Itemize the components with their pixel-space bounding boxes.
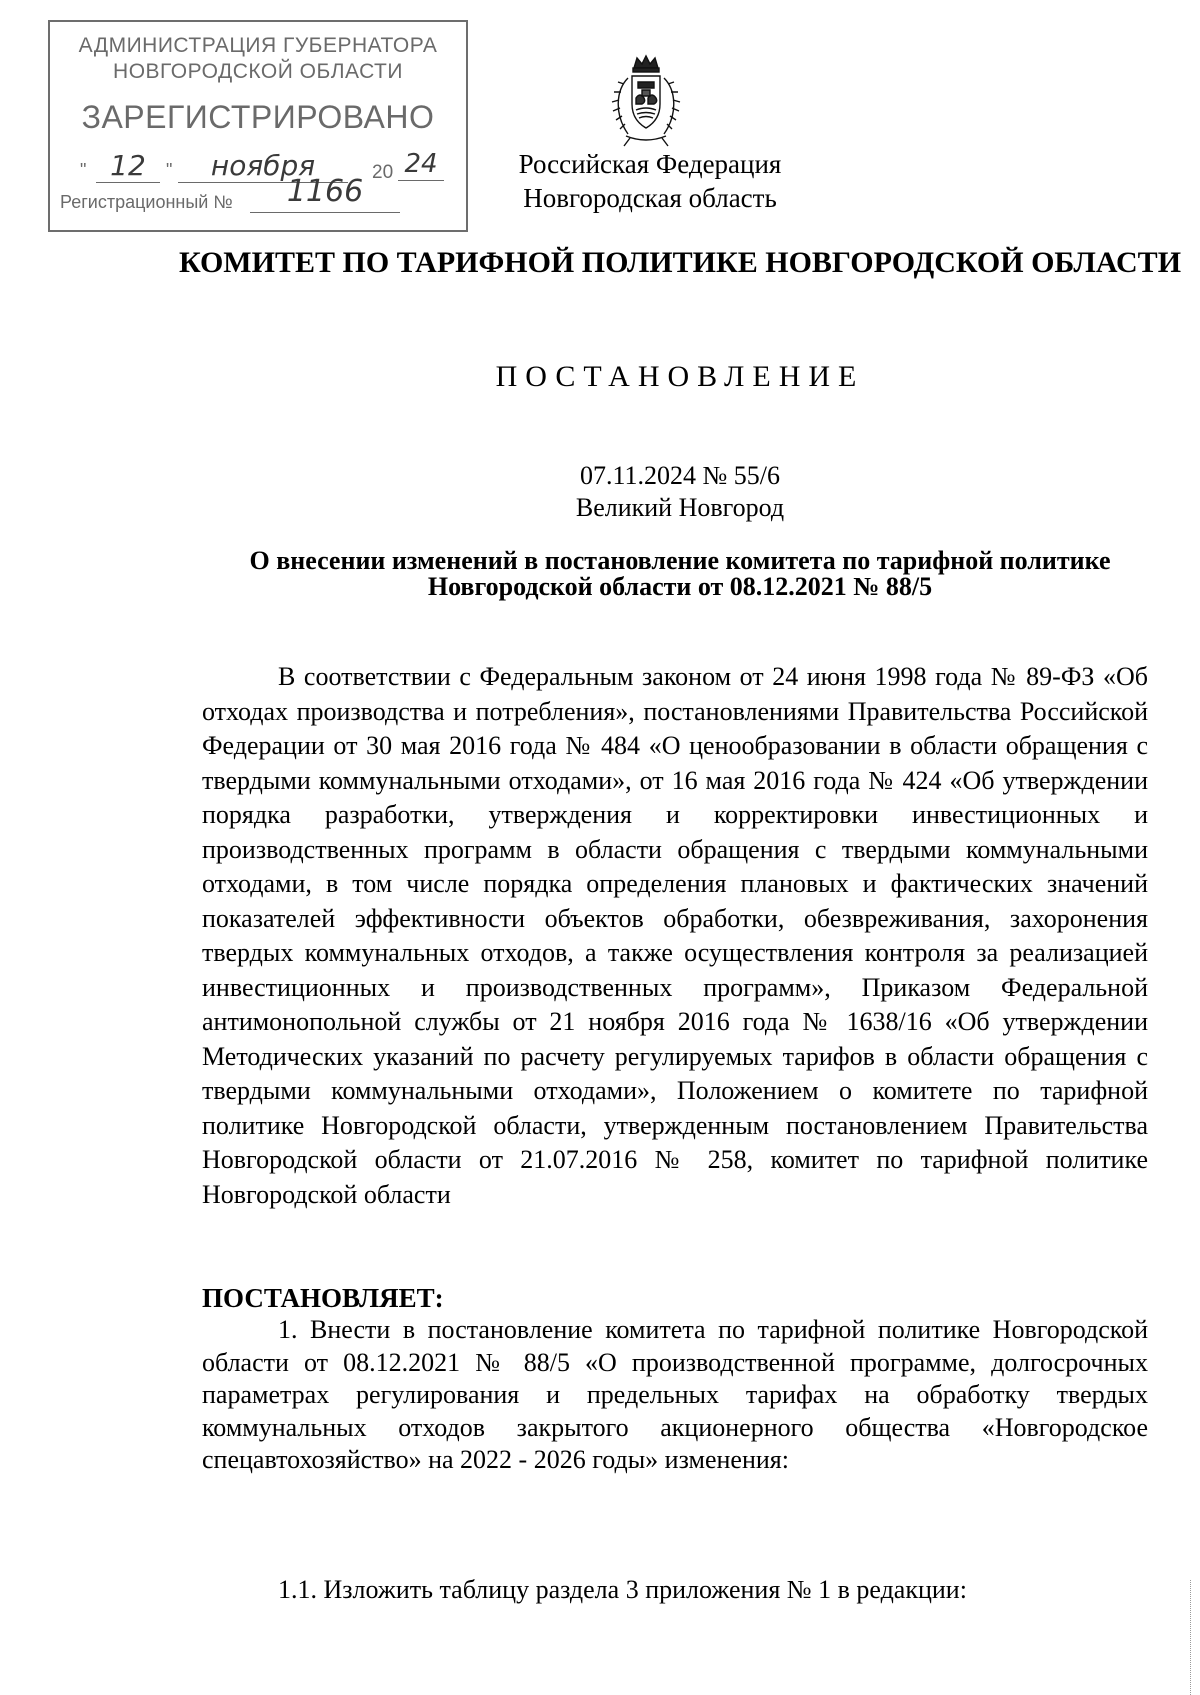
stamp-date-line: " 12 " ноября 20 24 xyxy=(80,150,446,190)
item-1-1-paragraph: 1.1. Изложить таблицу раздела 3 приложения № 1 в редакции: xyxy=(278,1575,967,1604)
stamp-authority-line2: НОВГОРОДСКОЙ ОБЛАСТИ xyxy=(113,60,403,83)
scan-edge-divider xyxy=(1190,1580,1192,1695)
registration-stamp xyxy=(48,20,468,232)
stamp-reg-label: Регистрационный № xyxy=(60,192,233,212)
stamp-year-handwritten: 24 xyxy=(398,148,444,181)
document-type: ПОСТАНОВЛЕНИЕ xyxy=(495,360,865,393)
stamp-registered-label: ЗАРЕГИСТРИРОВАНО xyxy=(81,99,435,135)
region-name: Новгородская область xyxy=(523,183,777,213)
item-1-paragraph: 1. Внести в постановление комитета по тарифной политике Новгородской области от 08.12.2021 № 88/5 «О производственной программе, долгосрочных параметрах регулирования и предельных тарифах на обработку твердых коммунальных отходов закрытого акционерного общества «Новгородское спецавтохозяйство» на 2022 - 2026 годы» изменения: xyxy=(202,1315,1148,1474)
stamp-year-prefix: 20 xyxy=(372,162,394,183)
committee-title: КОМИТЕТ ПО ТАРИФНОЙ ПОЛИТИКЕ НОВГОРОДСКОЙ ОБЛАСТИ xyxy=(178,246,1182,279)
preamble-paragraph: В соответствии с Федеральным законом от 24 июня 1998 года № 89-ФЗ «Об отходах производства и потребления», постановлениями Правительства Российской Федерации от 30 мая 2016 года № 484 «О ценообразовании в области обращения с твердыми коммунальными отходами», от 16 мая 2016 года № 424 «Об утверждении порядка разработки, утверждения и корректировки инвестиционных и производственных программ в области обращения с твердыми коммунальными отходами, в том числе порядка определения плановых и фактических значений показателей эффективности объектов обработки, обезвреживания, захоронения твердых коммунальных отходов, а также осуществления контроля за реализацией инвестиционных и производственных программ», Приказом Федеральной антимонопольной службы от 21 ноября 2016 года № 1638/16 «Об утверждении Методических указаний по расчету регулируемых тарифов в области обращения с твердыми коммунальными отходами», Положением о комитете по тарифной политике Новгородской области, утвержденным постановлением Правительства Новгородской области от 21.07.2016 № 258, комитет по тарифной политике Новгородской области xyxy=(202,662,1148,1209)
document-city: Великий Новгород xyxy=(575,493,785,522)
coat-of-arms-icon xyxy=(606,52,686,150)
stamp-authority-line1: АДМИНИСТРАЦИЯ ГУБЕРНАТОРА xyxy=(78,34,438,57)
stamp-month-handwritten: ноября xyxy=(178,150,348,183)
document-subject: О внесении изменений в постановление комитета по тарифной политике Новгородской области от 08.12.2021 № 88/5 xyxy=(249,546,1111,601)
stamp-reg-number-handwritten: 1166 xyxy=(250,172,400,213)
country-name: Российская Федерация xyxy=(518,149,782,179)
resolves-heading: ПОСТАНОВЛЯЕТ: xyxy=(202,1283,444,1313)
stamp-day-handwritten: 12 xyxy=(96,150,160,183)
document-date-number: 07.11.2024 № 55/6 xyxy=(579,461,781,490)
